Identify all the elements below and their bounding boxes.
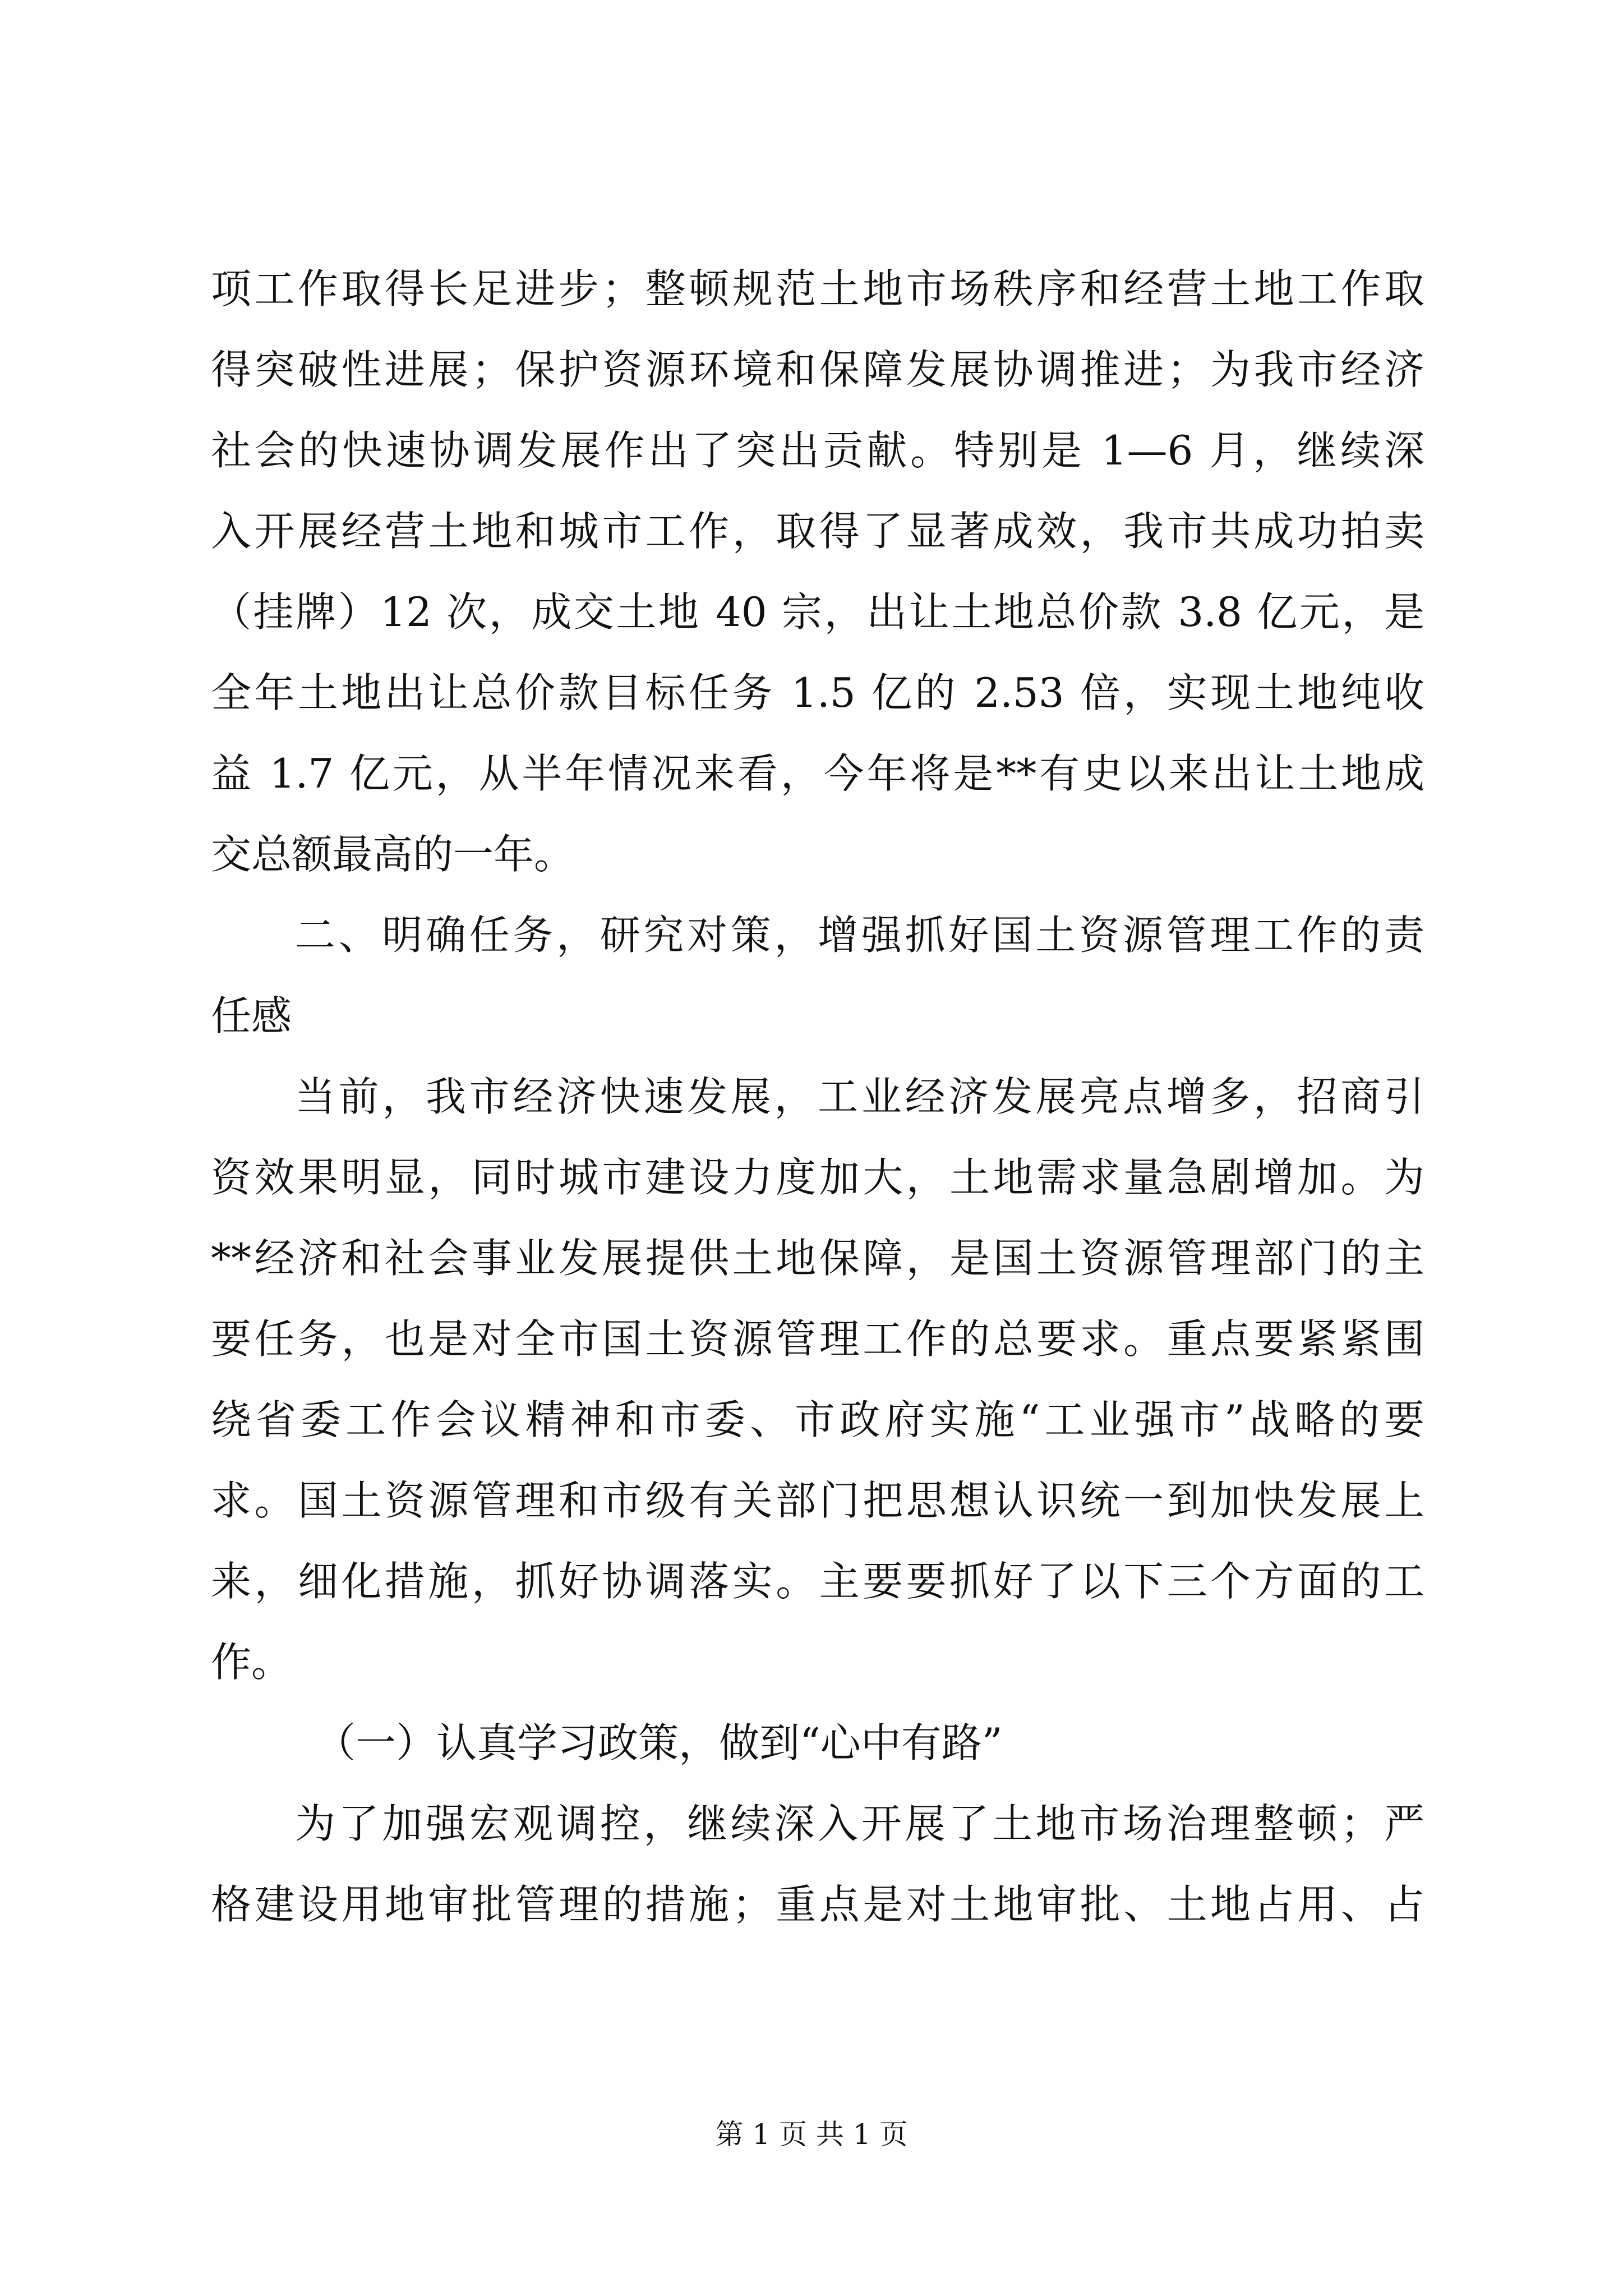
body-line: 来，细化措施，抓好协调落实。主要要抓好了以下三个方面的工: [211, 1558, 1424, 1605]
page-number-footer: 第 1 页 共 1 页: [715, 2118, 908, 2151]
body-line: 为了加强宏观调控，继续深入开展了土地市场治理整顿；严: [295, 1800, 1424, 1847]
body-line: 全年土地出让总价款目标任务 1.5 亿的 2.53 倍，实现土地纯收: [211, 669, 1424, 716]
body-line: 得突破性进展；保护资源环境和保障发展协调推进；为我市经济: [211, 346, 1424, 393]
body-line: **经济和社会事业发展提供土地保障，是国土资源管理部门的主: [211, 1235, 1424, 1282]
subsection-heading: （一）认真学习政策，做到“心中有路”: [315, 1719, 1003, 1766]
body-line: 求。国土资源管理和市级有关部门把思想认识统一到加快发展上: [211, 1477, 1424, 1524]
body-line: 要任务，也是对全市国土资源管理工作的总要求。重点要紧紧围: [211, 1315, 1424, 1363]
body-line: 项工作取得长足进步；整顿规范土地市场秩序和经营土地工作取: [211, 265, 1424, 312]
body-line: 资效果明显，同时城市建设力度加大，土地需求量急剧增加。为: [211, 1154, 1424, 1201]
body-line: 益 1.7 亿元，从半年情况来看，今年将是**有史以来出让土地成: [211, 750, 1424, 797]
section-heading-cont: 任感: [211, 992, 292, 1039]
section-heading: 二、明确任务，研究对策，增强抓好国土资源管理工作的责: [295, 912, 1424, 959]
body-line: 交总额最高的一年。: [211, 831, 575, 878]
body-line: 当前，我市经济快速发展，工业经济发展亮点增多，招商引: [295, 1073, 1424, 1120]
body-line: 入开展经营土地和城市工作，取得了显著成效，我市共成功拍卖: [211, 508, 1424, 555]
body-line: 格建设用地审批管理的措施；重点是对土地审批、土地占用、占: [211, 1881, 1424, 1928]
body-line: 社会的快速协调发展作出了突出贡献。特别是 1—6 月，继续深: [211, 427, 1424, 474]
body-line: 作。: [211, 1639, 292, 1686]
body-line: （挂牌）12 次，成交土地 40 宗，出让土地总价款 3.8 亿元，是: [211, 588, 1424, 636]
document-body: [211, 264, 1424, 1960]
body-line: 绕省委工作会议精神和市委、市政府实施“工业强市”战略的要: [211, 1396, 1424, 1443]
